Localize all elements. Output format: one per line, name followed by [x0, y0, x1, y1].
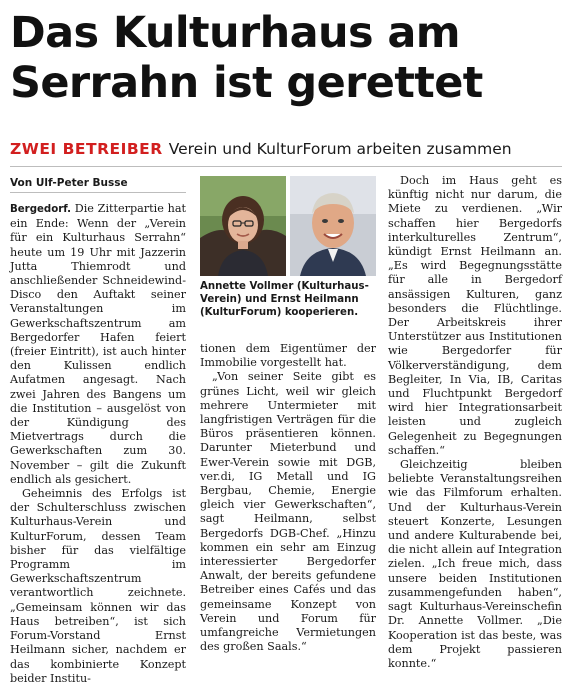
photo-caption: Annette Vollmer (Kulturhaus-Verein) und Ernst Heilmann (KulturForum) kooperieren.	[200, 281, 369, 319]
byline-divider	[10, 192, 186, 193]
paragraph: Gleichzeitig bleiben beliebte Veranstaltungsreihen wie das Filmforum erhalten. Und der Kulturhaus-Verein steuert Konzerte, Lesungen und andere Kulturabende bei, die nicht allein auf Integration zielen. „Ich freue mich, dass unsere beiden Institutionen zusammengefunden haben“, sagt Kulturhaus-Vereinschefin Dr. Annette Vollmer. „Die Kooperation ist das beste, was dem Projekt passieren konnte.“	[388, 458, 562, 670]
article-column-2	[200, 342, 376, 654]
photo-ernst-heilmann	[290, 176, 376, 276]
paragraph: tionen dem Eigentümer der Immobilie vorgestellt hat.	[200, 342, 376, 370]
photo-pair	[200, 176, 376, 276]
photo-annette-vollmer	[200, 176, 286, 276]
divider	[10, 166, 562, 167]
paragraph	[10, 202, 186, 487]
paragraph: Geheimnis des Erfolgs ist der Schulterschluss zwischen Kulturhaus-Verein und KulturForum, dessen Team bisher für das vielfältige Programm im Gewerkschaftszentrum verantwortlich zeichnete. „Gemeinsam können wir das Haus betreiben“, ist sich Forum-Vorstand Ernst Heilmann sicher, nachdem er das kombinierte Konzept beider Institu-	[10, 487, 186, 685]
byline: Von Ulf-Peter Busse	[10, 177, 128, 189]
article-column-1	[10, 202, 186, 686]
headline: Das Kulturhaus am Serrahn ist gerettet	[10, 8, 483, 108]
paragraph-text: Die Zitterpartie hat ein Ende: Wenn der „Verein für ein Kulturhaus Serrahn“ heute um 19 Uhr mit Jazzerin Jutta Thiemrodt und anschließender Schneidewind-Disco den Auftakt seiner Veranstaltungen im Gewerkschaftszentrum am Bergedorfer Hafen feiert (freier Eintritt), ist auch hinter den Kulissen endlich Aufatmen angesagt. Nach zwei Jahren des Bangens um die Institution – ausgelöst von der Kündigung des Mietvertrags durch die Gewerkschaften zum 30. November – gilt die Zukunft endlich als gesichert.	[10, 202, 186, 486]
portrait-woman-icon	[200, 176, 286, 276]
kicker: ZWEI BETREIBER	[10, 140, 163, 158]
dateline: Bergedorf.	[10, 204, 71, 215]
paragraph: Doch im Haus geht es künftig nicht nur darum, die Miete zu verdienen. „Wir schaffen hier Bergedorfs interkulturelles Zentrum“, kündigt Ernst Heilmann an. „Es wird Begegnungsstätte für alle in Bergedorf ansässigen Kulturen, ganz besonders die Flüchtlinge. Der Arbeitskreis ihrer Unterstützer aus Institutionen wie Bergedorfer für Völkerverständigung, dem Begleiter, In Via, IB, Caritas und Fluchtpunkt Bergedorf wird hier Integrationsarbeit leisten und zugleich Gelegenheit zu Begegnungen schaffen.“	[388, 174, 562, 457]
article-column-3	[388, 174, 562, 671]
portrait-man-icon	[290, 176, 376, 276]
teaser: Verein und KulturForum arbeiten zusammen	[168, 140, 512, 158]
subheadline	[10, 138, 562, 160]
paragraph: „Von seiner Seite gibt es grünes Licht, weil wir gleich mehrere Untermieter mit langfristigen Verträgen für die Büros präsentieren können. Darunter Mieterbund und Ewer-Verein sowie mit DGB, ver.di, IG Metall und IG Bergbau, Chemie, Energie gleich vier Gewerkschaften“, sagt Heilmann, selbst Bergedorfs DGB-Chef. „Hinzu kommen ein sehr am Einzug interessierter Bergedorfer Anwalt, der bereits gefundene Betreiber eines Cafés und das gemeinsame Konzept von Verein und Forum für umfangreiche Vermietungen des großen Saals.“	[200, 370, 376, 654]
